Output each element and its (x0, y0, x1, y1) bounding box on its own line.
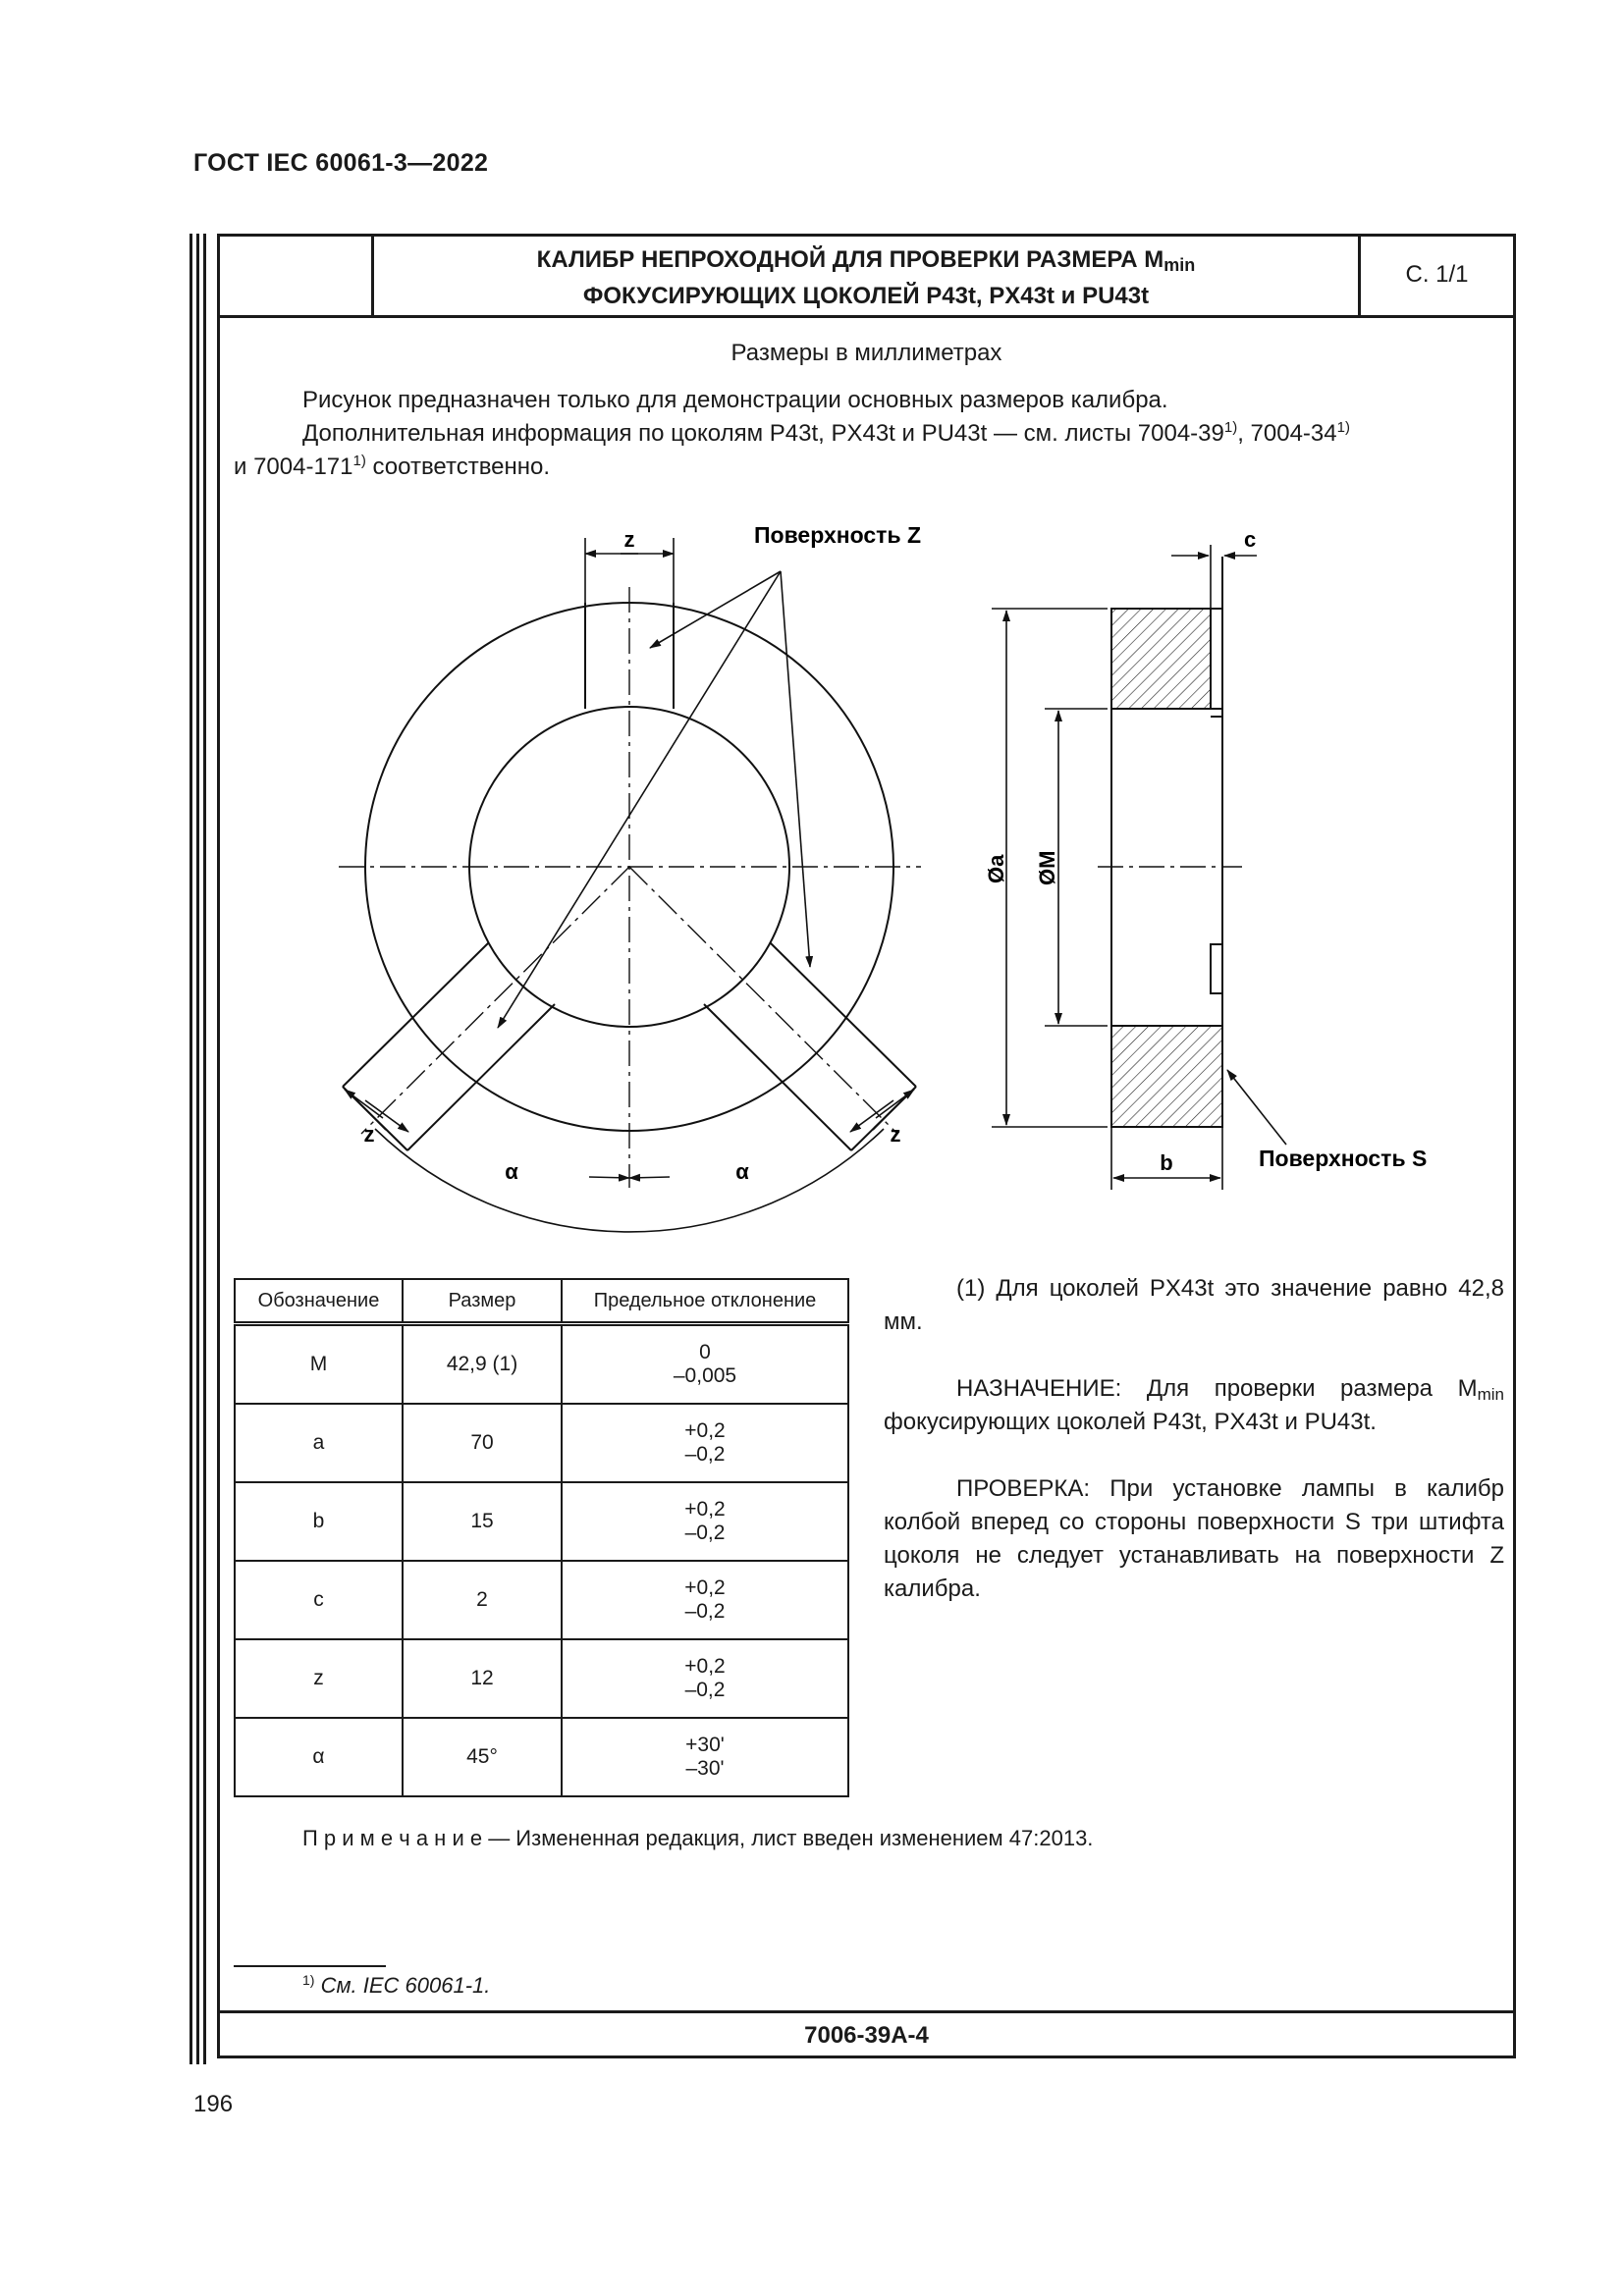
table-row: z 12 +0,2 –0,2 (235, 1639, 848, 1718)
amendment-note: П р и м е ч а н и е — Измененная редакция, лист введен изменением 47:2013. (302, 1826, 1094, 1850)
intro-line-2: Дополнительная информация по цоколям P43t, PX43t и PU43t — см. листы 7004-39$^{1)}$, 7004-34$^{1)}$ (302, 419, 1350, 447)
footnote-rule (234, 1965, 386, 1967)
label-alpha-left: α (505, 1159, 518, 1184)
label-surface-z: Поверхность Z (754, 522, 922, 548)
purpose-text: НАЗНАЧЕНИЕ: Для проверки размера $M_{min}$ фокусирующих цоколей P43t, PX43t и PU43t. (884, 1375, 1504, 1435)
dimensions-note: Размеры в миллиметрах (730, 340, 1002, 366)
col-header-size: Размер (403, 1279, 562, 1324)
table-header-row (235, 1279, 848, 1324)
label-diam-m: ØM (1035, 850, 1059, 885)
table-row: M 42,9 (1) 0 –0,005 (235, 1324, 848, 1405)
label-z-left: z (363, 1122, 375, 1147)
dimensions-table (234, 1278, 849, 1797)
label-b: b (1160, 1150, 1173, 1175)
footnote: $^{1)}$ См. IEC 60061-1. (302, 1972, 491, 1998)
sheet-code: 7006-39A-4 (804, 2022, 929, 2049)
dim-c (1171, 545, 1257, 609)
table-row: α 45° +30' –30' (235, 1718, 848, 1796)
label-z-right: z (890, 1122, 901, 1147)
note-px43t: (1) Для цоколей PX43t это значение равно 42,8 мм. (884, 1275, 1504, 1335)
table-row: a 70 +0,2 –0,2 (235, 1404, 848, 1482)
intro-line-1: Рисунок предназначен только для демонстрации основных размеров калибра. (302, 387, 1168, 413)
side-view (1111, 557, 1222, 1127)
table-row: c 2 +0,2 –0,2 (235, 1561, 848, 1639)
sheet-title: КАЛИБР НЕПРОХОДНОЙ ДЛЯ ПРОВЕРКИ РАЗМЕРА $M_{min}$ ФОКУСИРУЮЩИХ ЦОКОЛЕЙ P43t, PX43t и PU43t (374, 234, 1361, 315)
sheet-number: С. 1/1 (1405, 261, 1469, 288)
table-row: b 15 +0,2 –0,2 (235, 1482, 848, 1561)
document-header: ГОСТ IEC 60061-3—2022 (193, 149, 489, 177)
label-z-top: z (623, 527, 635, 552)
page-number: 196 (193, 2091, 234, 2117)
center-lines (339, 587, 1242, 1188)
col-header-tolerance: Предельное отклонение (562, 1279, 848, 1324)
label-alpha-right: α (735, 1159, 749, 1184)
intro-line-3: и 7004-171$^{1)}$ соответственно. (234, 453, 551, 480)
label-diam-a: Øa (984, 854, 1008, 883)
footer-divider (217, 2010, 1516, 2013)
label-c: c (1244, 527, 1257, 552)
surface-s-leader (1227, 1070, 1286, 1145)
label-surface-s: Поверхность S (1259, 1146, 1428, 1171)
col-header-designation: Обозначение (235, 1279, 403, 1324)
check-text: ПРОВЕРКА: При установке лампы в калибр колбой вперед со стороны поверхности S три штифта цоколя не следует устанавливать на поверхности Z калибра. (884, 1475, 1504, 1602)
